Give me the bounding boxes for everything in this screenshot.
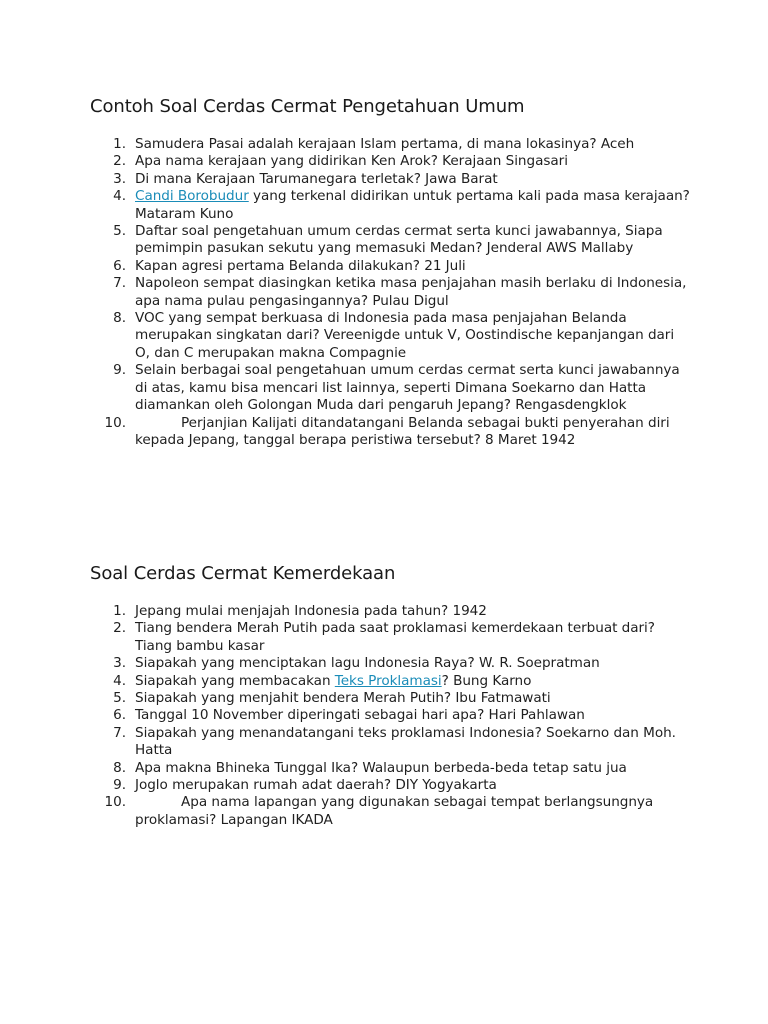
- list-item: [90, 673, 690, 690]
- item-text: Siapakah yang membacakan: [135, 672, 335, 689]
- item-number: 6.: [113, 707, 126, 724]
- item-text-after: ? Bung Karno: [441, 672, 532, 689]
- item-number: 8.: [113, 759, 126, 776]
- question-list: [90, 136, 690, 449]
- list-item: [90, 794, 690, 829]
- item-text: Perjanjian Kalijati ditandatangani Belanda sebagai bukti penyerahan diri kepada Jepang, tanggal berapa peristiwa tersebut? 8 Maret 1942: [135, 414, 670, 448]
- item-number: 1.: [113, 136, 126, 152]
- section-independence: [90, 563, 690, 829]
- item-text: Di mana Kerajaan Tarumanegara terletak? Jawa Barat: [135, 170, 498, 187]
- item-number: 9.: [113, 362, 126, 379]
- item-text: Apa nama kerajaan yang didirikan Ken Arok? Kerajaan Singasari: [135, 153, 568, 170]
- question-list: [90, 603, 690, 829]
- list-item: [90, 310, 690, 362]
- item-text: VOC yang sempat berkuasa di Indonesia pada masa penjajahan Belanda merupakan singkatan dari? Vereenigde untuk V, Oostindische kepanjangan dari O, dan C merupakan makna Compagnie: [135, 310, 675, 361]
- list-item: [90, 603, 690, 620]
- item-text: Siapakah yang menjahit bendera Merah Putih? Ibu Fatmawati: [135, 690, 551, 707]
- item-number: 3.: [113, 655, 126, 672]
- list-item: [90, 620, 690, 655]
- section-general-knowledge: [90, 96, 690, 449]
- item-number: 6.: [113, 257, 126, 274]
- candi-borobudur-link[interactable]: Candi Borobudur: [135, 188, 249, 205]
- item-number: 7.: [113, 275, 126, 292]
- item-text: Napoleon sempat diasingkan ketika masa penjajahan masih berlaku di Indonesia, apa nama pulau pengasingannya? Pulau Digul: [135, 275, 687, 309]
- list-item: [90, 777, 690, 794]
- item-text: Tanggal 10 November diperingati sebagai hari apa? Hari Pahlawan: [135, 707, 585, 724]
- item-number: 10.: [104, 794, 126, 811]
- list-item: [90, 707, 690, 724]
- item-number: 8.: [113, 310, 126, 327]
- list-item: [90, 655, 690, 672]
- section-title: Contoh Soal Cerdas Cermat Pengetahuan Umum: [90, 96, 525, 117]
- item-number: 4.: [113, 188, 126, 205]
- list-item: [90, 171, 690, 188]
- list-item: [90, 136, 690, 153]
- item-text: Apa nama lapangan yang digunakan sebagai tempat berlangsungnya proklamasi? Lapangan IKADA: [135, 794, 654, 828]
- item-text: Siapakah yang menciptakan lagu Indonesia Raya? W. R. Soepratman: [135, 655, 600, 672]
- item-number: 4.: [113, 672, 126, 689]
- list-item: [90, 188, 690, 223]
- item-text: Daftar soal pengetahuan umum cerdas cermat serta kunci jawabannya, Siapa pemimpin pasukan sekutu yang memasuki Medan? Jenderal AWS Mallaby: [135, 223, 663, 257]
- item-number: 10.: [104, 414, 126, 431]
- item-text: Jepang mulai menjajah Indonesia pada tahun? 1942: [135, 603, 487, 619]
- item-number: 1.: [113, 603, 126, 619]
- item-text: Tiang bendera Merah Putih pada saat proklamasi kemerdekaan terbuat dari? Tiang bambu kasar: [135, 620, 655, 654]
- item-number: 5.: [113, 223, 126, 240]
- list-item: [90, 725, 690, 760]
- item-number: 7.: [113, 724, 126, 741]
- item-text: yang terkenal didirikan untuk pertama kali pada masa kerajaan? Mataram Kuno: [135, 188, 690, 222]
- item-text: Selain berbagai soal pengetahuan umum cerdas cermat serta kunci jawabannya di atas, kamu bisa mencari list lainnya, seperti Dimana Soekarno dan Hatta diamankan oleh Golongan Muda dari pengaruh Jepang? Rengasdengklok: [135, 362, 680, 414]
- list-item: [90, 275, 690, 310]
- item-number: 2.: [113, 153, 126, 170]
- list-item: [90, 223, 690, 258]
- item-number: 2.: [113, 620, 126, 637]
- item-text: Samudera Pasai adalah kerajaan Islam pertama, di mana lokasinya? Aceh: [135, 136, 635, 152]
- item-text: Apa makna Bhineka Tunggal Ika? Walaupun berbeda-beda tetap satu jua: [135, 759, 627, 776]
- item-number: 5.: [113, 690, 126, 707]
- item-number: 3.: [113, 170, 126, 187]
- list-item: [90, 153, 690, 170]
- list-item: [90, 415, 690, 450]
- section-title: Soal Cerdas Cermat Kemerdekaan: [90, 563, 396, 584]
- item-text: Siapakah yang menandatangani teks proklamasi Indonesia? Soekarno dan Moh. Hatta: [135, 724, 676, 759]
- list-item: [90, 760, 690, 777]
- item-text: Kapan agresi pertama Belanda dilakukan? 21 Juli: [135, 257, 466, 274]
- item-number: 9.: [113, 777, 126, 794]
- teks-proklamasi-link[interactable]: Teks Proklamasi: [334, 672, 442, 689]
- list-item: [90, 362, 690, 414]
- list-item: [90, 690, 690, 707]
- item-text: Joglo merupakan rumah adat daerah? DIY Yogyakarta: [135, 777, 497, 794]
- list-item: [90, 258, 690, 275]
